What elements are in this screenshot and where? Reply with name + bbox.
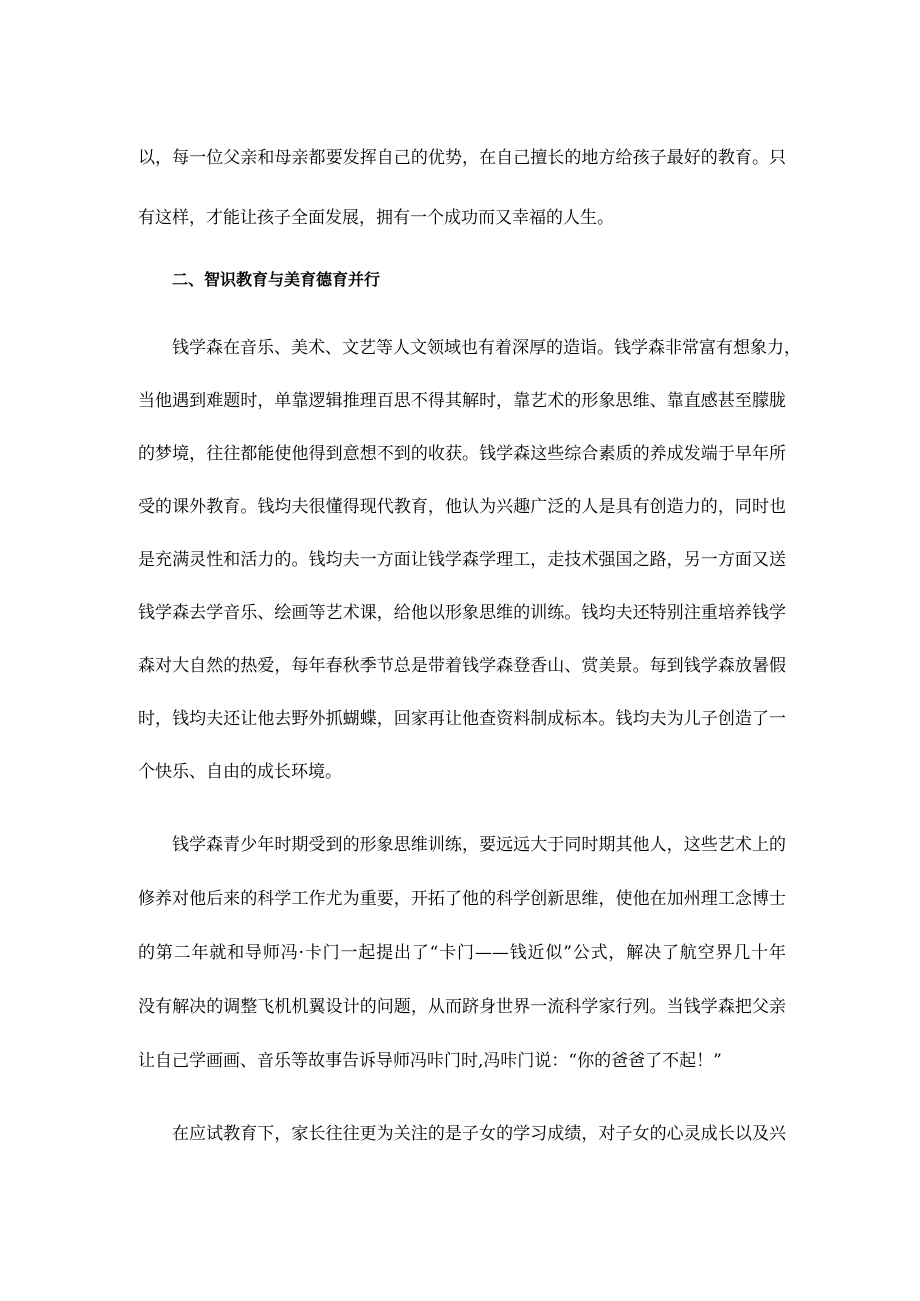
paragraph-line: 修养对他后来的科学工作尤为重要，开拓了他的科学创新思维，使他在加州理工念博士 [138,889,786,909]
paragraph-line: 钱学森青少年时期受到的形象思维训练，要远远大于同时期其他人，这些艺术上的 [172,835,786,855]
paragraph-line: 时，钱均夫还让他去野外抓蝴蝶，回家再让他查资料制成标本。钱均夫为儿子创造了一 [138,709,786,729]
paragraph-line: 个快乐、自由的成长环境。 [138,762,342,782]
paragraph-line: 受的课外教育。钱均夫很懂得现代教育，他认为兴趣广泛的人是具有创造力的，同时也 [138,497,786,517]
intro-line: 以，每一位父亲和母亲都要发挥自己的优势，在自己擅长的地方给孩子最好的教育。只 [138,148,786,168]
paragraph-line: 在应试教育下，家长往往更为关注的是子女的学习成绩，对子女的心灵成长以及兴 [172,1124,786,1144]
intro-line: 有这样，才能让孩子全面发展，拥有一个成功而又幸福的人生。 [138,208,614,228]
paragraph-line: 当他遇到难题时，单靠逻辑推理百思不得其解时，靠艺术的形象思维、靠直感甚至朦胧 [138,391,786,411]
paragraph-line: 让自己学画画、音乐等故事告诉导师冯咔门时,冯咔门说：“你的爸爸了不起！” [138,1051,722,1071]
paragraph-line: 没有解决的调整飞机机翼设计的问题，从而跻身世界一流科学家行列。当钱学森把父亲 [138,997,786,1017]
paragraph-line: 的梦境，往往都能使他得到意想不到的收获。钱学森这些综合素质的养成发端于早年所 [138,444,786,464]
section-heading: 二、智识教育与美育德育并行 [172,270,381,289]
paragraph-line: 钱学森在音乐、美术、文艺等人文领域也有着深厚的造诣。钱学森非常富有想象力， [172,338,801,358]
paragraph-line: 钱学森去学音乐、绘画等艺术课，给他以形象思维的训练。钱均夫还特别注重培养钱学 [138,603,786,623]
paragraph-line: 是充满灵性和活力的。钱均夫一方面让钱学森学理工，走技术强国之路，另一方面又送 [138,550,786,570]
paragraph-line: 的第二年就和导师冯·卡门一起提出了“卡门——钱近似”公式，解决了航空界几十年 [138,943,786,963]
paragraph-line: 森对大自然的热爱，每年春秋季节总是带着钱学森登香山、赏美景。每到钱学森放暑假 [138,656,786,676]
